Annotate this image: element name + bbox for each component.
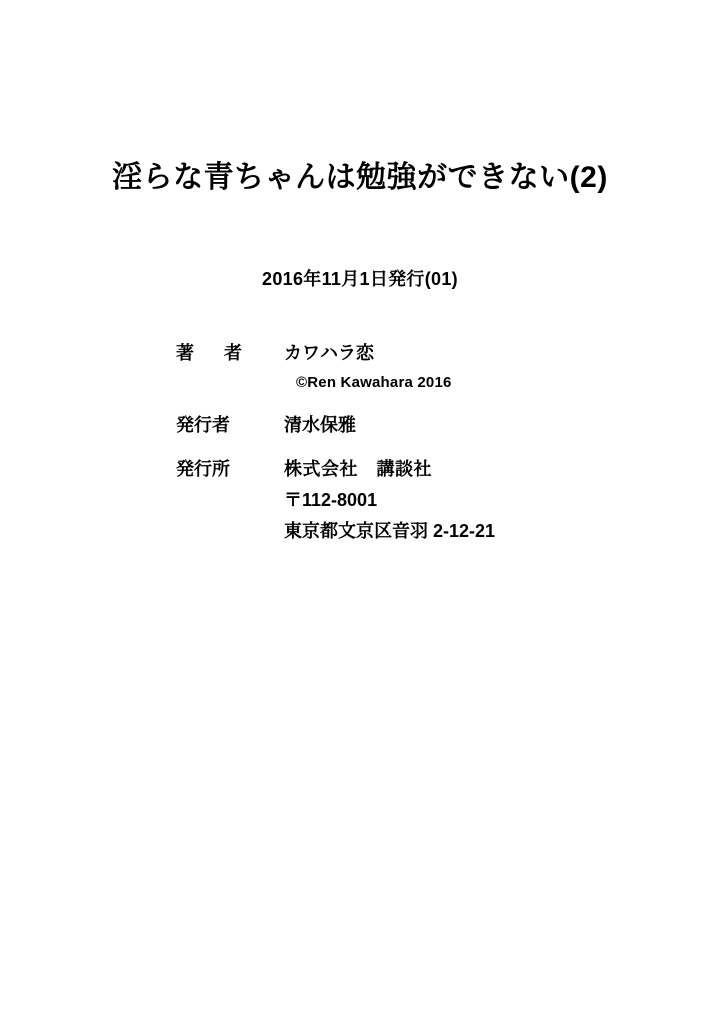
colophon-value-publisher-person xyxy=(284,412,636,438)
colophon-value-author xyxy=(284,340,636,394)
author-copyright: ©Ren Kawahara 2016 xyxy=(296,374,452,392)
publisher-postal-code: 〒112-8001 xyxy=(284,490,378,511)
publication-date: 2016年11月1日発行(01) xyxy=(262,269,458,289)
colophon-label-publisher-person: 発行者 xyxy=(176,414,230,435)
publisher-address: 東京都文京区音羽 2-12-21 xyxy=(284,521,496,542)
colophon-row-publisher-person xyxy=(176,412,636,438)
publisher-person-name: 清水保雅 xyxy=(284,414,356,435)
colophon-label-author: 著 者 xyxy=(176,343,248,363)
colophon-value-publisher-company xyxy=(284,456,636,544)
page-title: 淫らな青ちゃんは勉強ができない(2) xyxy=(112,161,608,194)
colophon-row-publisher-company xyxy=(176,456,636,544)
publisher-company-name: 株式会社 講談社 xyxy=(284,458,432,479)
colophon-row-author xyxy=(176,340,636,394)
colophon-table xyxy=(176,340,636,544)
author-name: カワハラ恋 xyxy=(284,343,374,363)
colophon-label-publisher-company: 発行所 xyxy=(176,458,230,479)
